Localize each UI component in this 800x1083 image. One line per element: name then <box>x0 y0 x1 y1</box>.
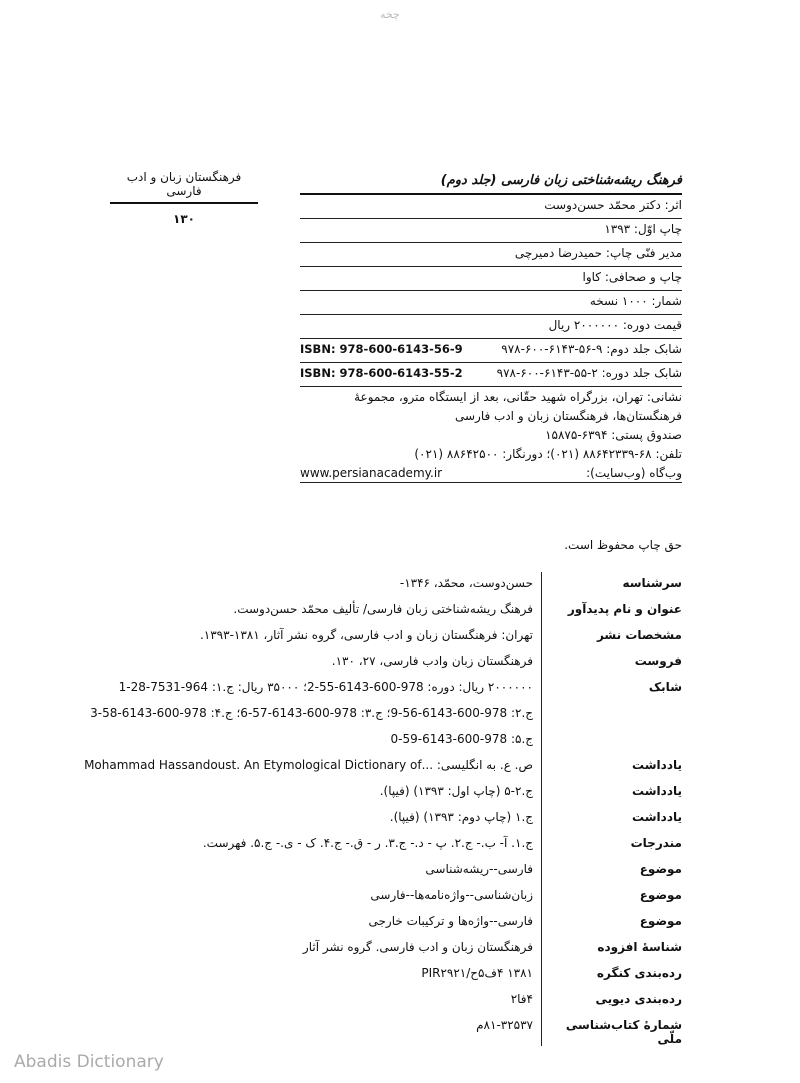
author-line: اثر: دکتر محمّد حسن‌دوست <box>300 195 682 219</box>
watermark: Abadis Dictionary <box>14 1052 164 1072</box>
catalog-label: فروست <box>634 654 682 668</box>
catalog-value: فارسی--واژه‌ها و ترکیبات خارجی <box>100 910 542 936</box>
catalog-row <box>100 858 682 884</box>
catalog-value: فرهنگستان زبان وادب فارسی، ۲۷، ۱۳۰. <box>100 650 542 676</box>
catalog-value: ج.۵: 978-600-6143-59-0 <box>100 728 542 754</box>
catalog-row <box>100 572 682 598</box>
catalog-row <box>100 806 682 832</box>
catalog-row <box>90 702 682 728</box>
catalog-label <box>542 728 682 754</box>
catalog-value: فرهنگ ریشه‌شناختی زبان فارسی/ تألیف محمّد حسن‌دوست. <box>100 598 542 624</box>
catalog-row <box>100 650 682 676</box>
catalog-row <box>100 780 682 806</box>
catalog-row <box>84 754 682 780</box>
series-name: فرهنگستان زبان و ادب فارسی <box>110 170 258 204</box>
catalog-value: فارسی--ریشه‌شناسی <box>100 858 542 884</box>
copies-line: شمار: ۱۰۰۰ نسخه <box>300 291 682 315</box>
catalog-value: ۸۱-۳۲۵۳۷م <box>100 1014 542 1046</box>
catalog-label: رده‌بندی کنگره <box>596 966 682 980</box>
catalog-value: ج.۲: 978-600-6143-56-9؛ ج.۳: 978-600-6143-57-6؛ ج.۴: 978-600-6143-58-3 <box>90 702 542 728</box>
catalog-row <box>100 728 682 754</box>
website-label: وب‌گاه (وب‌سایت): <box>586 466 682 480</box>
catalog-row <box>100 1014 682 1046</box>
series-number: ۱۳۰ <box>173 212 195 226</box>
catalog-label: رده‌بندی دیویی <box>595 992 682 1006</box>
catalog-value: ص. ع. به انگلیسی: ...Mohammad Hassandoust. An Etymological Dictionary of <box>84 754 542 780</box>
catalog-row <box>100 624 682 650</box>
catalog-row <box>100 988 682 1014</box>
isbn-set-en: ISBN: 978-600-6143-55-2 <box>300 366 463 380</box>
isbn-volume-en: ISBN: 978-600-6143-56-9 <box>300 342 463 356</box>
catalog-label: شمارهٔ کتاب‌شناسی ملّی <box>565 1018 682 1046</box>
cataloging-table <box>84 572 682 1046</box>
book-title: فرهنگ ریشه‌شناختی زبان فارسی (جلد دوم) <box>300 170 682 195</box>
website-link[interactable]: www.persianacademy.ir <box>300 466 443 480</box>
catalog-label: موضوع <box>639 914 682 928</box>
catalog-label: موضوع <box>639 862 682 876</box>
print-layout-line: چاپ و صحافی: کاوا <box>300 267 682 291</box>
series-block <box>110 170 258 226</box>
address-line-2: فرهنگستان‌ها، فرهنگستان زبان و ادب فارسی <box>454 409 682 423</box>
catalog-row <box>100 936 682 962</box>
catalog-value: ج.۲-۵ (چاپ اول: ۱۳۹۳) (فیپا). <box>100 780 542 806</box>
postbox-line: صندوق پستی: ۶۳۹۴-۱۵۸۷۵ <box>545 428 682 442</box>
catalog-value: فرهنگستان زبان و ادب فارسی. گروه نشر آثار <box>100 936 542 962</box>
catalog-label: سرشناسه <box>622 576 682 590</box>
isbn-volume-row <box>300 339 682 363</box>
catalog-row <box>100 676 682 702</box>
header-mark: چخه <box>380 8 400 21</box>
website-row <box>300 463 682 483</box>
catalog-label: مشخصات نشر <box>596 628 682 642</box>
catalog-value: ۲۰۰۰۰۰۰ ریال: دوره: 978-600-6143-55-2؛ ۳۵۰۰۰ ریال: ج.۱: 964-7531-28-1 <box>100 676 542 702</box>
address-line-1: نشانی: تهران، بزرگراه شهید حقّانی، بعد از ایستگاه مترو، مجموعهٔ <box>354 390 682 404</box>
catalog-label: یادداشت <box>632 758 682 772</box>
catalog-label <box>542 702 682 728</box>
catalog-value: ج.۱. آ- ب.- ج.۲. پ - د.- ج.۳. ر - ق.- ج.۴. ک - ی.- ج.۵. فهرست. <box>100 832 542 858</box>
catalog-label: یادداشت <box>632 784 682 798</box>
catalog-row <box>100 962 682 988</box>
catalog-label: یادداشت <box>632 810 682 824</box>
catalog-value: ج.۱ (چاپ دوم: ۱۳۹۳) (فیپا). <box>100 806 542 832</box>
catalog-value: حسن‌دوست، محمّد، ۱۳۴۶- <box>100 572 542 598</box>
edition-line: چاپ اوّل: ۱۳۹۳ <box>300 219 682 243</box>
catalog-label: شناسهٔ افزوده <box>597 940 682 954</box>
catalog-label: شابک <box>648 680 682 694</box>
catalog-value: ۴فا۲ <box>100 988 542 1014</box>
catalog-row <box>100 884 682 910</box>
catalog-row <box>100 832 682 858</box>
catalog-value: ۱۳۸۱ ۴ف۵ح/PIR۲۹۲۱ <box>100 962 542 988</box>
catalog-row <box>100 598 682 624</box>
isbn-volume-fa: شابک جلد دوم: ۹-۵۶-۶۱۴۳-۶۰۰-۹۷۸ <box>501 342 682 356</box>
isbn-set-fa: شابک جلد دوره: ۲-۵۵-۶۱۴۳-۶۰۰-۹۷۸ <box>496 366 682 380</box>
phone-line: تلفن: ۶۸-۸۸۶۴۲۳۳۹ (۰۲۱)؛ دورنگار: ۸۸۶۴۲۵۰۰ (۰۲۱) <box>414 447 682 461</box>
catalog-value: زبان‌شناسی--واژه‌نامه‌ها--فارسی <box>100 884 542 910</box>
price-line: قیمت دوره: ۲۰۰۰۰۰۰ ریال <box>300 315 682 339</box>
publication-card <box>300 170 682 483</box>
isbn-set-row <box>300 363 682 387</box>
copyright-notice: حق چاپ محفوظ است. <box>564 538 682 552</box>
catalog-label: عنوان و نام پدیدآور <box>567 602 682 616</box>
catalog-row <box>100 910 682 936</box>
catalog-label: مندرجات <box>630 836 682 850</box>
catalog-label: موضوع <box>639 888 682 902</box>
print-manager-line: مدیر فنّی چاپ: حمیدرضا دمیرچی <box>300 243 682 267</box>
catalog-value: تهران: فرهنگستان زبان و ادب فارسی، گروه نشر آثار، ۱۳۸۱-۱۳۹۳. <box>100 624 542 650</box>
